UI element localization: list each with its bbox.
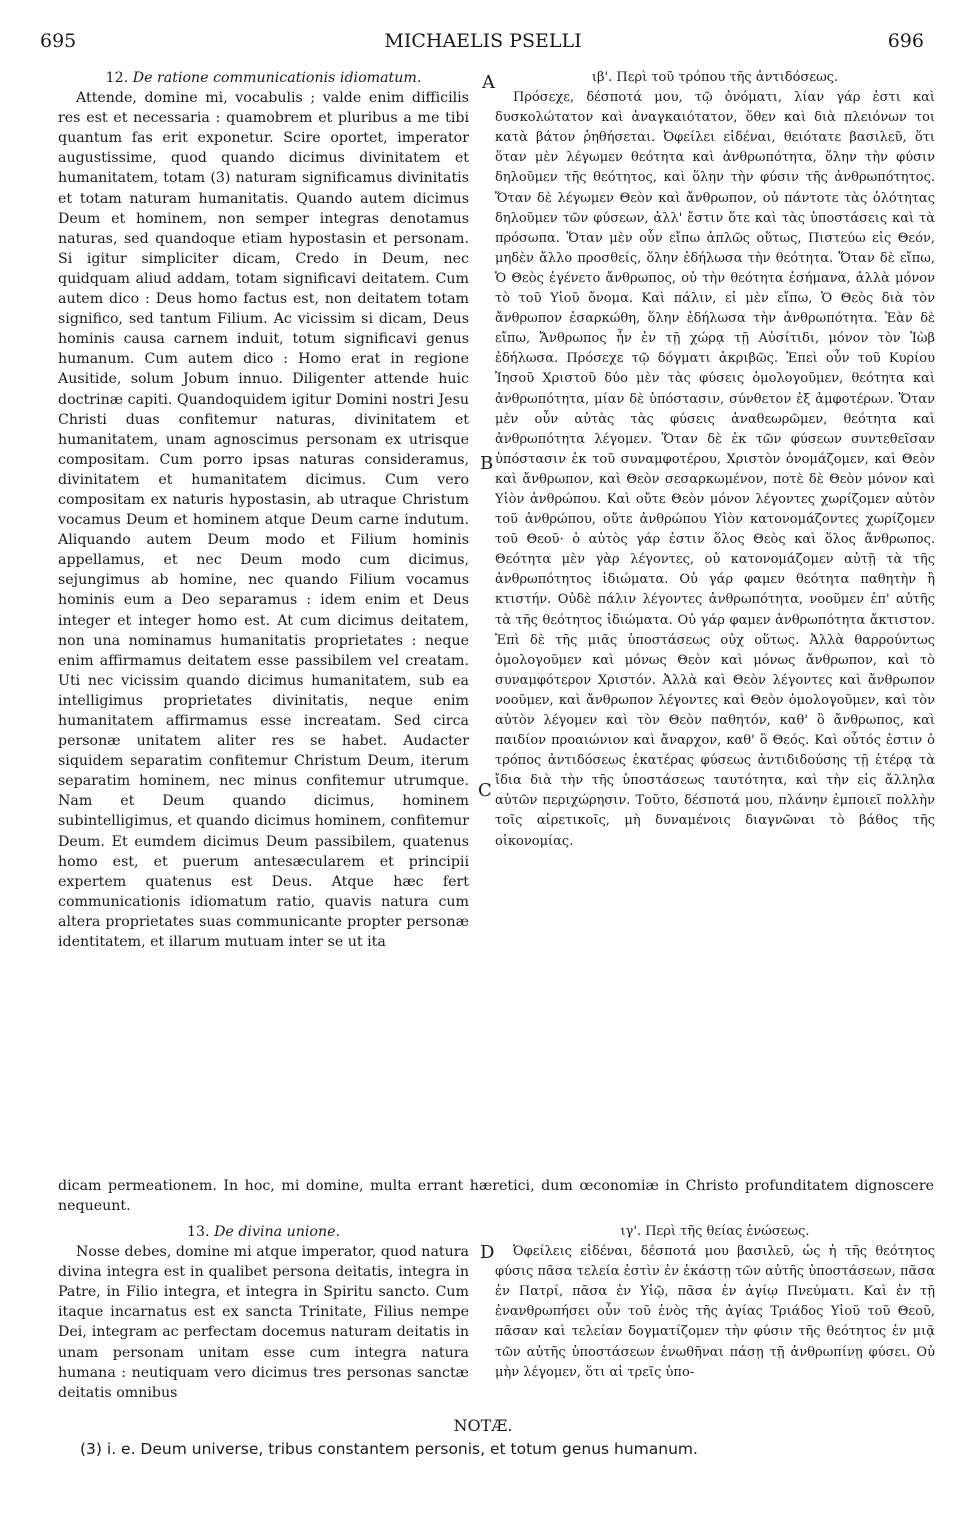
latin-section-12-text: Attende, domine mi, vocabulis ; valde enim difficilis res est et necessaria : quamobrem et pluribus a me tibi quantum fas erit exponetur. Scire oportet, imperator augustissime, quod quando dicimus divinitatem et humanitatem, totam (3) naturam significamus divinitatis et totam naturam humanitatis. Quando autem dicimus Deum et hominem, non semper integras denotamus naturas, sed quandoque etiam hypostasin et personam. Si igitur simpliciter dicam, Credo in Deum, nec quidquam aliud addam, totam significavi deitatem. Cum autem dico : Deus homo factus est, non deitatem totam significo, sed tantum Filium. Ac vicissim si dicam, Deus hominis causa carnem induit, totum significavi genus humanum. Cum autem dico : Homo erat in regione Ausitide, solum Jobum innuo. Diligenter attende huic doctrinæ capiti. Quandoquidem igitur Domini nostri Jesu Christi duas confitemur naturas, divinitatem et humanitatem, unam agnoscimus personam ex utrisque compositam. Cum porro ipsas naturas consideramus, divinitatem et humanitatem dicimus. Cum vero compositam ex naturis hypostasin, ab utraque Christum vocamus Deum et hominem atque Deum carne indutum. Aliquando autem Deum modo et Filium hominis appellamus, et nec Deum modo cum dicimus, sejungimus ab homine, nec quando Filium vocamus hominis eum a Deo separamus : idem enim et Deus integer et integer homo est. At cum dicimus deitatem, non una nominamus humanitatis proprietates : neque enim affirmamus deitatem esse passibilem vel creatam. Uti nec vicissim quando dicimus humanitatem, sub ea intelligimus proprietates divinitatis, neque enim humanitatem affirmamus esse increatam. Sed circa personæ unitatem aliter res se habet. Audacter siquidem separatim confitemur Christum Deum, iterum separatim hominem, nec minus confitemur utrumque. Nam et Deum quando dicimus, hominem subintelligimus, et quando dicimus hominem, confitemur Deum. Et eumdem dicimus Deum passibilem, quatenus homo est, et puerum antesæcularem et principii expertem quatenus est Deus. Atque hæc fert communicationis idiomatum ratio, quavis natura cum altera proprietates suas communicante propter personæ identitatem, et illarum mutuam inter se ut ita (58, 90, 469, 951)
greek-section-12-title: ιβ'. Περὶ τοῦ τρόπου τῆς ἀντιδόσεως. (591, 70, 839, 85)
page-number-left: 695 (40, 30, 77, 52)
greek-section-13-text: Ὀφείλεις εἰδέναι, δέσποτά μου βασιλεῦ, ὡς ἡ τῆς θεότητος φύσις πᾶσα τελεία ἐστὶν ἐν ἑκάστῃ τῶν αὐτῆς ὑποστάσεων, πᾶσα ἐν Πατρί, πᾶσα ἐν Υἱῷ, πᾶσα ἐν ἁγίῳ Πνεύματι. Καὶ ἐν τῇ ἐνανθρωπήσει οὖν τοῦ ἑνὸς τῆς ἁγίας Τριάδος Υἱοῦ τοῦ Θεοῦ, πᾶσαν καὶ τελείαν δογματίζομεν τὴν φύσιν τῆς θεότητος ἐν μιᾷ τῶν αὐτῆς ὑποστάσεων ἑνωθῆναι πάσῃ τῇ ἀνθρωπίνῃ φύσει. Οὐ μὴν λέγομεν, ὅτι αἱ τρεῖς ὑπο- (495, 1244, 935, 1380)
margin-mark-b: B (480, 453, 494, 474)
latin-section-12-number: 12. (105, 70, 129, 86)
latin-section-12-title: De ratione communicationis idiomatum. (132, 70, 422, 86)
margin-mark-a: A (482, 72, 495, 93)
running-title: MICHAELIS PSELLI (384, 30, 582, 52)
latin-section-13 (58, 1222, 469, 1403)
latin-full-width-line: dicam permeationem. In hoc, mi domine, multa errant hæretici, dum œconomiæ in Christo profunditatem dignoscere nequeunt. (58, 1178, 934, 1215)
greek-column (495, 68, 935, 852)
greek-section-13-title: ιγ'. Περὶ τῆς θείας ἑνώσεως. (620, 1224, 810, 1239)
margin-mark-c: C (478, 780, 492, 801)
latin-section-13-title: De divina unione. (214, 1224, 341, 1240)
greek-section-13 (495, 1222, 935, 1383)
page-number-right: 696 (887, 30, 924, 52)
latin-section-12-heading (58, 68, 469, 88)
latin-section-13-heading (58, 1222, 469, 1242)
latin-section-13-number: 13. (186, 1224, 210, 1240)
latin-section-13-text: Nosse debes, domine mi atque imperator, quod natura divina integra est in qualibet persona deitatis, integra in Patre, in Filio integra, et integra in Spiritu sancto. Cum itaque incarnatus est ex sancta Trinitate, Filius nempe Dei, integram ac perfectam docemus naturam deitatis in unam personam unitam esse cum integra natura humana : neutiquam vero dicimus tres personas sanctæ deitatis omnibus (58, 1244, 469, 1401)
footnote-3: (3) i. e. Deum universe, tribus constantem personis, et totum genus humanum. (80, 1440, 698, 1458)
notes-heading: NOTÆ. (453, 1416, 513, 1435)
latin-column (58, 68, 469, 952)
greek-section-12-text: Πρόσεχε, δέσποτά μου, τῷ ὀνόματι, λίαν γάρ ἐστι καὶ δυσκολώτατον καὶ ἀναγκαιότατον, ὅθεν καὶ διὰ πλειόνων τοι κατὰ βάτον ῥηθήσεται. Ὀφείλει εἰδέναι, θειότατε βασιλεῦ, ὅτι ὅταν μὲν λέγωμεν θεότητα καὶ ἀνθρωπότητα, ὅλην τὴν φύσιν δηλοῦμεν τῆς θεότητος, καὶ ὅλην τὴν φύσιν τῆς ἀνθρωπότητος. Ὅταν δὲ λέγωμεν Θεὸν καὶ ἄνθρωπον, οὐ πάντοτε τὰς ὁλότητας δηλοῦμεν τῶν φύσεων, ἀλλ' ἔστιν ὅτε καὶ τὰς ὑποστάσεις καὶ τὰ πρόσωπα. Ὅταν μὲν οὖν εἴπω ἁπλῶς οὕτως, Πιστεύω εἰς Θεόν, μηδὲν ἄλλο προσθείς, ὅλην ἐδήλωσα τὴν θεότητα. Ὅταν δὲ εἴπω, Ὁ Θεὸς ἐγένετο ἄνθρωπος, οὐ τὴν θεότητα ἐσήμανα, ἀλλὰ μόνον τὸ τοῦ Υἱοῦ ὄνομα. Καὶ πάλιν, εἰ μὲν εἴπω, Ὁ Θεὸς διὰ τὸν ἄνθρωπον ἐσαρκώθη, ὅλην ἐδήλωσα τὴν ἀνθρωπότητα. Ἐὰν δὲ εἴπω, Ἄνθρωπος ἦν ἐν τῇ χώρᾳ τῇ Αὐσίτιδι, μόνον τὸν Ἰὼβ ἐδήλωσα. Πρόσεχε τῷ δόγματι ἀκριβῶς. Ἐπεὶ οὖν τοῦ Κυρίου Ἰησοῦ Χριστοῦ δύο μὲν τὰς φύσεις ὁμολογοῦμεν, θεότητα καὶ ἀνθρωπότητα, μίαν δὲ ὑπόστασιν, σύνθετον ἐξ ἀμφοτέρων. Ὅταν μὲν οὖν αὐτὰς τὰς φύσεις ἀναθεωρῶμεν, θεότητα καὶ ἀνθρωπότητα λέγομεν. Ὅταν δὲ ἐκ τῶν φύσεων συντεθεῖσαν ὑπόστασιν ἐκ τοῦ συναμφοτέρου, Χριστὸν ὀνομάζομεν, καὶ Θεὸν καὶ ἄνθρωπον, καὶ Θεὸν σεσαρκωμένον, ποτὲ δὲ Θεὸν μόνον καὶ Υἱὸν ἀνθρώπου. Καὶ οὔτε Θεὸν μόνον λέγοντες χωρίζομεν αὐτὸν τοῦ ἀνθρώπου, οὔτε ἀνθρώπου Υἱὸν κατονομάζοντες χωρίζομεν τοῦ Θεοῦ· ὁ αὐτὸς γάρ ἐστιν ὅλος Θεὸς καὶ ὅλος ἄνθρωπος. Θεότητα μὲν γὰρ λέγοντες, οὐ κατονομάζομεν αὐτῇ τὰ τῆς ἀνθρωπότητος ἰδιώματα. Οὐ γάρ φαμεν θεότητα παθητὴν ἢ κτιστήν. Οὐδὲ πάλιν λέγοντες ἀνθρωπότητα, νοοῦμεν ἐπ' αὐτῆς τὰ τῆς θεότητος ἰδιώματα. Οὐ γάρ φαμεν ἀνθρωπότητα ἄκτιστον. Ἐπὶ δὲ τῆς μιᾶς ὑποστάσεως οὐχ οὕτως. Ἀλλὰ θαρρούντως ὁμολογοῦμεν καὶ μόνως Θεὸν καὶ μόνως ἄνθρωπον, καὶ τὸ συναμφότερον Χριστόν. Ἀλλὰ καὶ Θεὸν λέγοντες καὶ ἄνθρωπον νοοῦμεν, καὶ ἄνθρωπον λέγοντες καὶ Θεὸν ὁμολογοῦμεν, καὶ τὸν αὐτὸν λέγομεν καὶ τὸν Θεὸν παθητόν, καθ' ὃ ἄνθρωπος, καὶ παιδίον προαιώνιον καὶ ἄναρχον, καθ' ὃ Θεός. Καὶ οὗτός ἐστιν ὁ τρόπος ἀντιδόσεως ἑκατέρας φύσεως ἀντιδιδούσης τῇ ἑτέρᾳ τὰ ἴδια διὰ τὴν τῆς ὑποστάσεως ταυτότητα, καὶ τὴν εἰς ἄλληλα αὐτῶν περιχώρησιν. Τοῦτο, δέσποτά μου, πλάνην ἐμποιεῖ πολλὴν τοῖς αἱρετικοῖς, μὴ δυναμένοις διαγνῶναι τὸ βάθος τῆς οἰκονομίας. (495, 90, 935, 849)
margin-mark-d: D (480, 1242, 495, 1263)
